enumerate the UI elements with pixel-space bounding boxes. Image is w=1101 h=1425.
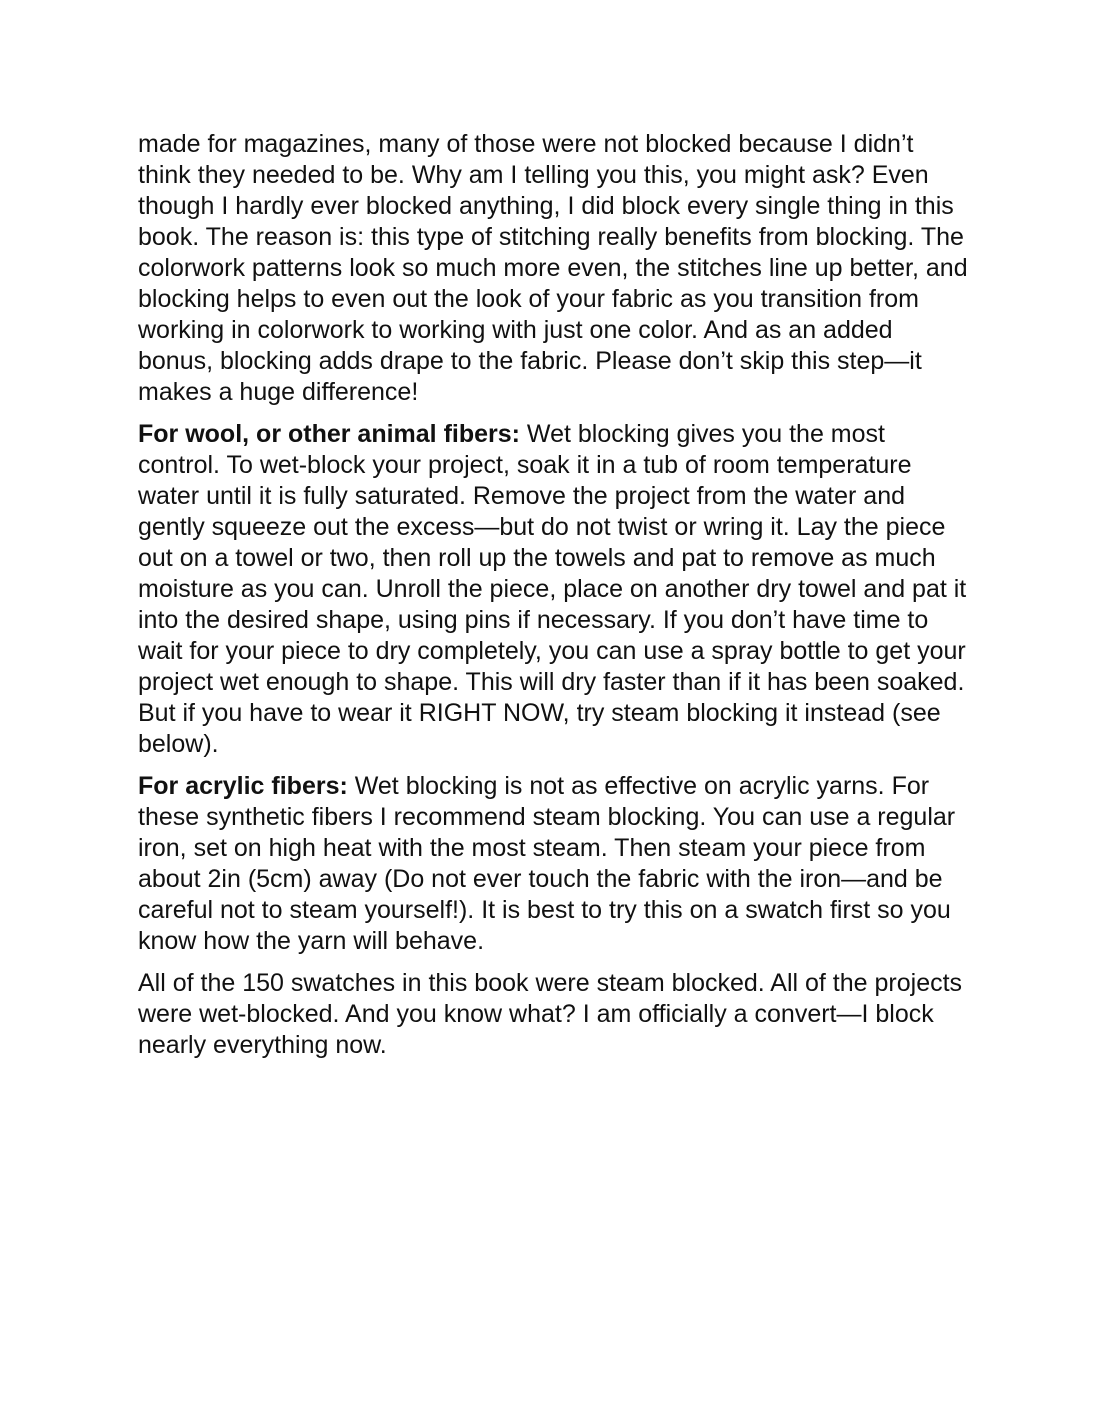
paragraph-acrylic-fibers xyxy=(138,771,968,957)
paragraph-text: made for magazines, many of those were not blocked because I didn’t think they needed to be. Why am I telling you this, you might ask? Even though I hardly ever blocked anything, I did block every single thing in this book. The reason is: this type of stitching really benefits from blocking. The colorwork patterns look so much more even, the stitches line up better, and blocking helps to even out the look of your fabric as you transition from working in colorwork to working with just one color. And as an added bonus, blocking adds drape to the fabric. Please don’t skip this step—it makes a huge difference! xyxy=(138,130,968,406)
paragraph-text: Wet blocking gives you the most control. To wet-block your project, soak it in a tub of room temperature water until it is fully saturated. Remove the project from the water and gently squeeze out the excess—but do not twist or wring it. Lay the piece out on a towel or two, then roll up the towels and pat to remove as much moisture as you can. Unroll the piece, place on another dry towel and pat it into the desired shape, using pins if necessary. If you don’t have time to wait for your piece to dry completely, you can use a spray bottle to get your project wet enough to shape. This will dry faster than if it has been soaked. But if you have to wear it RIGHT NOW, try steam blocking it instead (see below). xyxy=(138,420,967,758)
paragraph-conclusion xyxy=(138,968,968,1061)
paragraph-text: Wet blocking is not as effective on acrylic yarns. For these synthetic fibers I recommend steam blocking. You can use a regular iron, set on high heat with the most steam. Then steam your piece from about 2in (5cm) away (Do not ever touch the fabric with the iron—and be careful not to steam yourself!). It is best to try this on a swatch first so you know how the yarn will behave. xyxy=(138,772,956,955)
paragraph-text: All of the 150 swatches in this book were steam blocked. All of the projects were wet-blocked. And you know what? I am officially a convert—I block nearly everything now. xyxy=(138,969,963,1059)
paragraph-blocking-intro xyxy=(138,129,968,408)
paragraph-wool-fibers xyxy=(138,419,968,760)
paragraph-lead-heading: For wool, or other animal fibers: xyxy=(138,420,520,448)
paragraph-lead-heading: For acrylic fibers: xyxy=(138,772,348,800)
body-text xyxy=(138,129,968,1072)
